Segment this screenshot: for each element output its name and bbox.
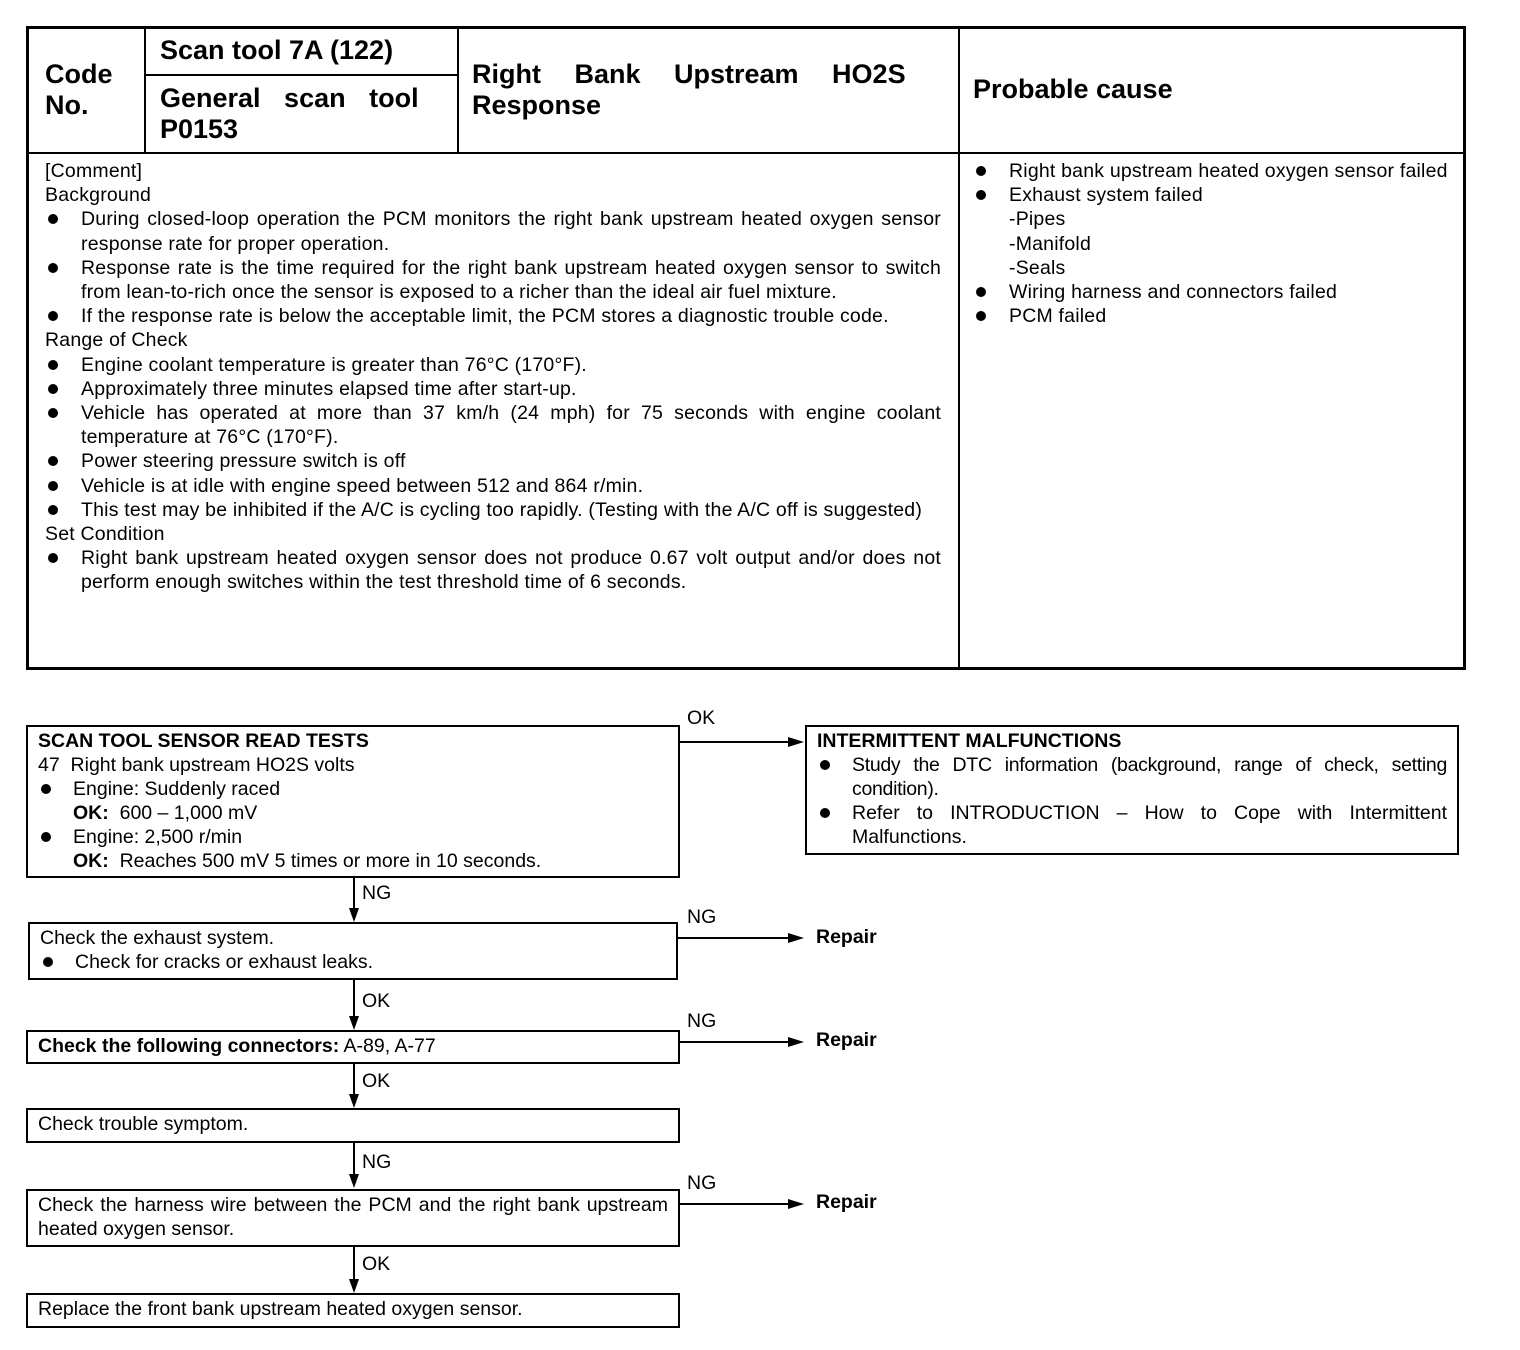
repair-label: Repair [816, 1191, 877, 1213]
list-item [45, 401, 941, 449]
arrow-right-icon [788, 1199, 804, 1209]
replace-sensor-box [26, 1293, 680, 1328]
bullet-text: This test may be inhibited if the A/C is cycling too rapidly. (Testing with the A/C off is suggested) [81, 498, 923, 521]
harness-check-box [26, 1189, 680, 1247]
bullet-text: During closed-loop operation the PCM monitors the right bank upstream heated oxygen sensor response rate for proper operation. [81, 208, 941, 255]
bullet-icon [48, 384, 58, 394]
exhaust-check-text: Check the exhaust system. [40, 927, 275, 949]
cause-text: Exhaust system failed [1009, 184, 1203, 207]
list-item [45, 474, 941, 498]
list-item [973, 280, 1453, 304]
bullet-text: Refer to INTRODUCTION – How to Cope with Intermittent Malfunctions. [852, 802, 1447, 848]
test-condition: Engine: Suddenly raced [73, 778, 281, 800]
ng-label: NG [362, 882, 392, 904]
ok-value: 600 – 1,000 mV [119, 802, 258, 824]
connector-line [680, 1203, 790, 1205]
general-scan-tool-label: General scan tool [160, 83, 419, 113]
set-condition-heading: Set Condition [45, 523, 165, 546]
arrow-right-icon [788, 737, 804, 747]
arrow-right-icon [788, 933, 804, 943]
bullet-text: Vehicle is at idle with engine speed between 512 and 864 r/min. [81, 474, 644, 497]
connector-line [353, 1247, 355, 1281]
list-item [40, 950, 666, 974]
cause-text: Right bank upstream heated oxygen sensor failed [1009, 160, 1448, 182]
bullet-icon [976, 190, 986, 200]
arrow-down-icon [349, 1094, 359, 1108]
list-item [45, 353, 941, 377]
ok-label: OK [362, 1070, 391, 1092]
code-no-line1: Code [45, 59, 113, 89]
divider [144, 74, 457, 76]
list-item [45, 256, 941, 304]
bullet-text: Vehicle has operated at more than 37 km/h (24 mph) for 75 seconds with engine coolant temperature at 76°C (170°F). [81, 402, 941, 449]
probable-cause-list [973, 159, 1453, 328]
bullet-icon [43, 957, 53, 967]
ok-label: OK [362, 990, 391, 1012]
list-item [45, 377, 941, 401]
connector-line [353, 1143, 355, 1176]
list-item [45, 546, 941, 594]
ok-label: OK: [73, 850, 109, 872]
test-condition: Engine: 2,500 r/min [73, 826, 243, 848]
range-of-check-heading: Range of Check [45, 329, 188, 352]
list-item [45, 449, 941, 473]
ok-value: Reaches 500 mV 5 times or more in 10 seconds. [119, 850, 542, 872]
bullet-icon [820, 760, 830, 770]
connectors-value: A-89, A-77 [343, 1035, 436, 1057]
list-item [817, 753, 1447, 801]
connector-line [680, 1041, 790, 1043]
exhaust-sub-item: -Manifold [1009, 232, 1091, 255]
divider [144, 29, 146, 152]
connector-line [680, 741, 790, 743]
bullet-text: If the response rate is below the acceptable limit, the PCM stores a diagnostic trouble code. [81, 305, 889, 328]
list-item [45, 304, 941, 328]
ok-criteria [38, 801, 668, 825]
probable-cause-heading: Probable cause [973, 74, 1173, 104]
bullet-icon [976, 311, 986, 321]
bullet-icon [48, 214, 58, 224]
list-item [45, 207, 941, 255]
list-item [817, 801, 1447, 849]
bullet-text: Power steering pressure switch is off [81, 450, 406, 473]
bullet-text: Study the DTC information (background, range of check, setting condition). [852, 754, 1447, 800]
bullet-text: Response rate is the time required for the right bank upstream heated oxygen sensor to switch from lean-to-rich once the sensor is exposed to a richer than the ideal air fuel mixture. [81, 256, 941, 304]
title-line2: Response [472, 90, 602, 120]
dtc-info-table [26, 26, 1466, 670]
exhaust-sub-item: -Pipes [1009, 208, 1066, 231]
list-item [973, 159, 1453, 183]
arrow-down-icon [349, 1279, 359, 1293]
bullet-icon [976, 166, 986, 176]
background-heading: Background [45, 184, 152, 207]
scan-tool-test-title: SCAN TOOL SENSOR READ TESTS [38, 730, 369, 752]
comment-section [45, 159, 941, 595]
connectors-check-box [26, 1030, 680, 1064]
ng-label: NG [687, 906, 717, 928]
list-item [973, 183, 1453, 207]
bullet-icon [48, 408, 58, 418]
bullet-icon [41, 832, 51, 842]
ng-label: NG [687, 1172, 717, 1194]
arrow-down-icon [349, 908, 359, 922]
exhaust-sub-item: -Seals [1009, 256, 1066, 279]
cause-text: Wiring harness and connectors failed [1009, 281, 1338, 304]
list-item [38, 777, 668, 801]
cause-text: PCM failed [1009, 305, 1107, 328]
divider [958, 29, 960, 667]
bullet-icon [976, 287, 986, 297]
divider [457, 29, 459, 152]
bullet-icon [48, 263, 58, 273]
scan-tool-test-box [26, 725, 680, 878]
scan-tool-code: Scan tool 7A (122) [160, 35, 394, 65]
bullet-text: Check for cracks or exhaust leaks. [75, 951, 374, 973]
page-title [472, 59, 942, 121]
bullet-icon [48, 481, 58, 491]
intermittent-malfunctions-box [805, 725, 1459, 855]
bullet-icon [41, 784, 51, 794]
ng-label: NG [687, 1010, 717, 1032]
divider [29, 152, 1463, 154]
ok-criteria [38, 849, 668, 873]
ok-label: OK: [73, 802, 109, 824]
arrow-right-icon [788, 1037, 804, 1047]
exhaust-check-box [28, 922, 678, 980]
bullet-text: Approximately three minutes elapsed time after start-up. [81, 377, 577, 400]
bullet-icon [48, 311, 58, 321]
connector-line [353, 878, 355, 910]
repair-label: Repair [816, 926, 877, 948]
bullet-icon [820, 808, 830, 818]
arrow-down-icon [349, 1174, 359, 1188]
code-no-line2: No. [45, 90, 89, 120]
list-item [45, 498, 941, 522]
list-item [973, 304, 1453, 328]
connectors-label: Check the following connectors: [38, 1035, 340, 1057]
arrow-down-icon [349, 1016, 359, 1030]
ng-label: NG [362, 1151, 392, 1173]
connector-line [353, 980, 355, 1018]
replace-sensor-text: Replace the front bank upstream heated oxygen sensor. [38, 1298, 523, 1320]
bullet-text: Engine coolant temperature is greater than 76°C (170°F). [81, 353, 587, 376]
bullet-icon [48, 553, 58, 563]
scan-tool-item: 47 Right bank upstream HO2S volts [38, 754, 355, 776]
connector-line [678, 937, 790, 939]
harness-check-text: Check the harness wire between the PCM and the right bank upstream heated oxygen sensor. [38, 1194, 668, 1240]
general-scan-tool-code [160, 83, 445, 145]
bullet-icon [48, 505, 58, 515]
repair-label: Repair [816, 1029, 877, 1051]
connector-line [353, 1064, 355, 1096]
title-line1: Right Bank Upstream HO2S [472, 59, 906, 89]
bullet-icon [48, 456, 58, 466]
dtc-code: P0153 [160, 114, 239, 144]
list-item [38, 825, 668, 849]
bullet-text: Right bank upstream heated oxygen sensor does not produce 0.67 volt output and/or does not perform enough switches within the test threshold time of 6 seconds. [81, 547, 941, 594]
intermittent-title: INTERMITTENT MALFUNCTIONS [817, 730, 1122, 752]
code-no-label [45, 59, 113, 121]
comment-label: [Comment] [45, 160, 143, 182]
trouble-symptom-text: Check trouble symptom. [38, 1113, 249, 1135]
ok-label: OK [687, 707, 716, 729]
trouble-symptom-box [26, 1108, 680, 1143]
ok-label: OK [362, 1253, 391, 1275]
bullet-icon [48, 360, 58, 370]
